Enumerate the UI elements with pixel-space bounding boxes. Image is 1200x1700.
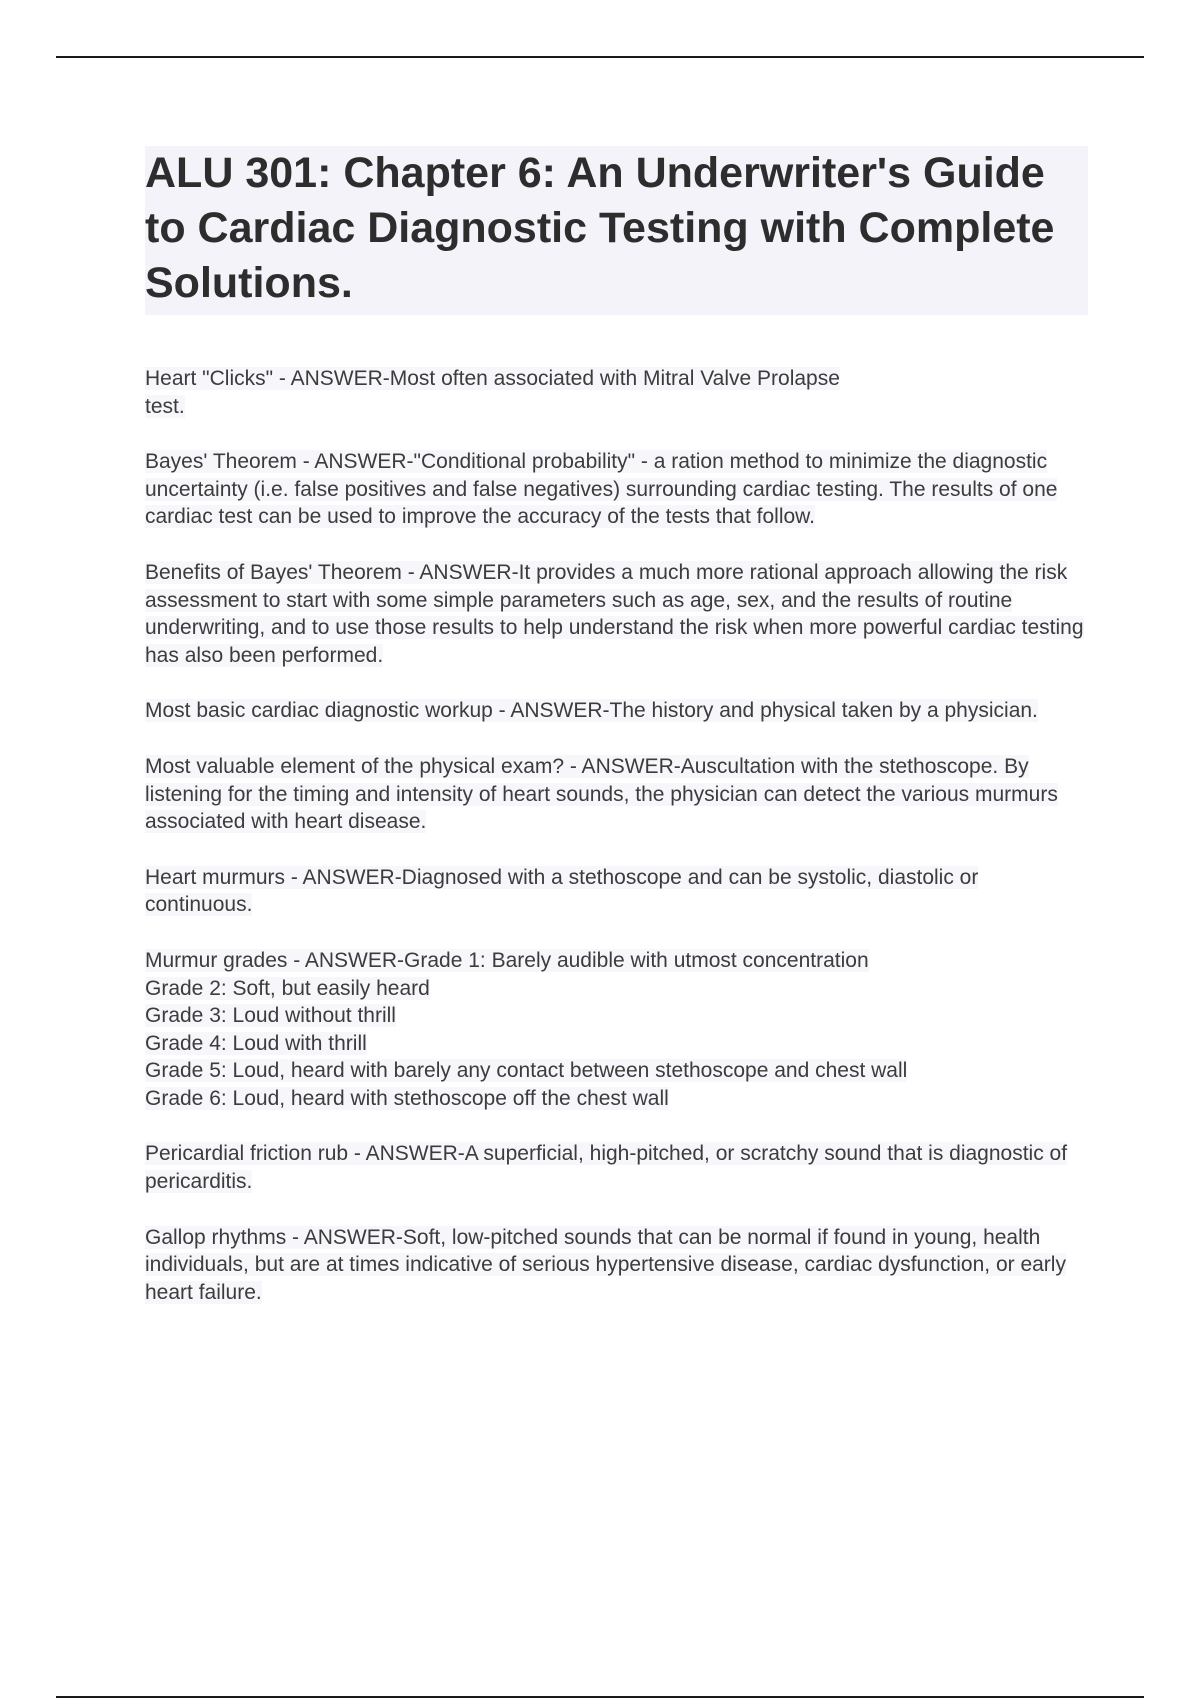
document-body [145, 146, 1088, 1334]
qa-entry-heart-murmurs [145, 864, 1088, 919]
title-block [145, 146, 1088, 315]
header-divider [56, 56, 1144, 58]
qa-entry-benefits-bayes [145, 559, 1088, 669]
qa-text: Murmur grades - ANSWER-Grade 1: Barely audible with utmost concentration Grade 2: Soft, but easily heard Grade 3: Loud without thrill Grade 4: Loud with thrill Grade 5: Loud, heard with barely any contact between stethoscope and chest wall Grade 6: Loud, heard with stethoscope off the chest wall [145, 948, 908, 1110]
qa-entry-physical-exam [145, 753, 1088, 836]
qa-list [145, 365, 1088, 1306]
document-title: ALU 301: Chapter 6: An Underwriter's Guide to Cardiac Diagnostic Testing with Complete Solutions. [145, 149, 1055, 307]
qa-text: Most valuable element of the physical exam? - ANSWER-Auscultation with the stethoscope. By listening for the timing and intensity of heart sounds, the physician can detect the various murmurs associated with heart disease. [145, 754, 1058, 834]
qa-entry-gallop-rhythms [145, 1224, 1088, 1307]
qa-text: Most basic cardiac diagnostic workup - ANSWER-The history and physical taken by a physician. [145, 699, 1038, 723]
qa-text: Heart murmurs - ANSWER-Diagnosed with a stethoscope and can be systolic, diastolic or continuous. [145, 865, 979, 917]
qa-text: Gallop rhythms - ANSWER-Soft, low-pitched sounds that can be normal if found in young, health individuals, but are at times indicative of serious hypertensive disease, cardiac dysfunction, or early heart failure. [145, 1225, 1066, 1304]
qa-text: Benefits of Bayes' Theorem - ANSWER-It provides a much more rational approach allowing the risk assessment to start with some simple parameters such as age, sex, and the results of routine underwriting, and to use those results to help understand the risk when more powerful cardiac testing has also been performed. [145, 560, 1084, 667]
qa-entry-bayes-theorem [145, 448, 1088, 531]
qa-text: Heart "Clicks" - ANSWER-Most often associated with Mitral Valve Prolapse test. [145, 367, 840, 418]
qa-entry-heart-clicks [145, 365, 1088, 420]
qa-entry-murmur-grades [145, 947, 1088, 1113]
qa-text: Bayes' Theorem - ANSWER-"Conditional probability" - a ration method to minimize the diagnostic uncertainty (i.e. false positives and false negatives) surrounding cardiac testing. The results of one cardiac test can be used to improve the accuracy of the tests that follow. [145, 450, 1058, 529]
qa-text: Pericardial friction rub - ANSWER-A superficial, high-pitched, or scratchy sound that is diagnostic of pericarditis. [145, 1142, 1068, 1194]
qa-entry-friction-rub [145, 1140, 1088, 1195]
qa-entry-basic-workup [145, 697, 1088, 725]
footer-divider [56, 1696, 1144, 1698]
